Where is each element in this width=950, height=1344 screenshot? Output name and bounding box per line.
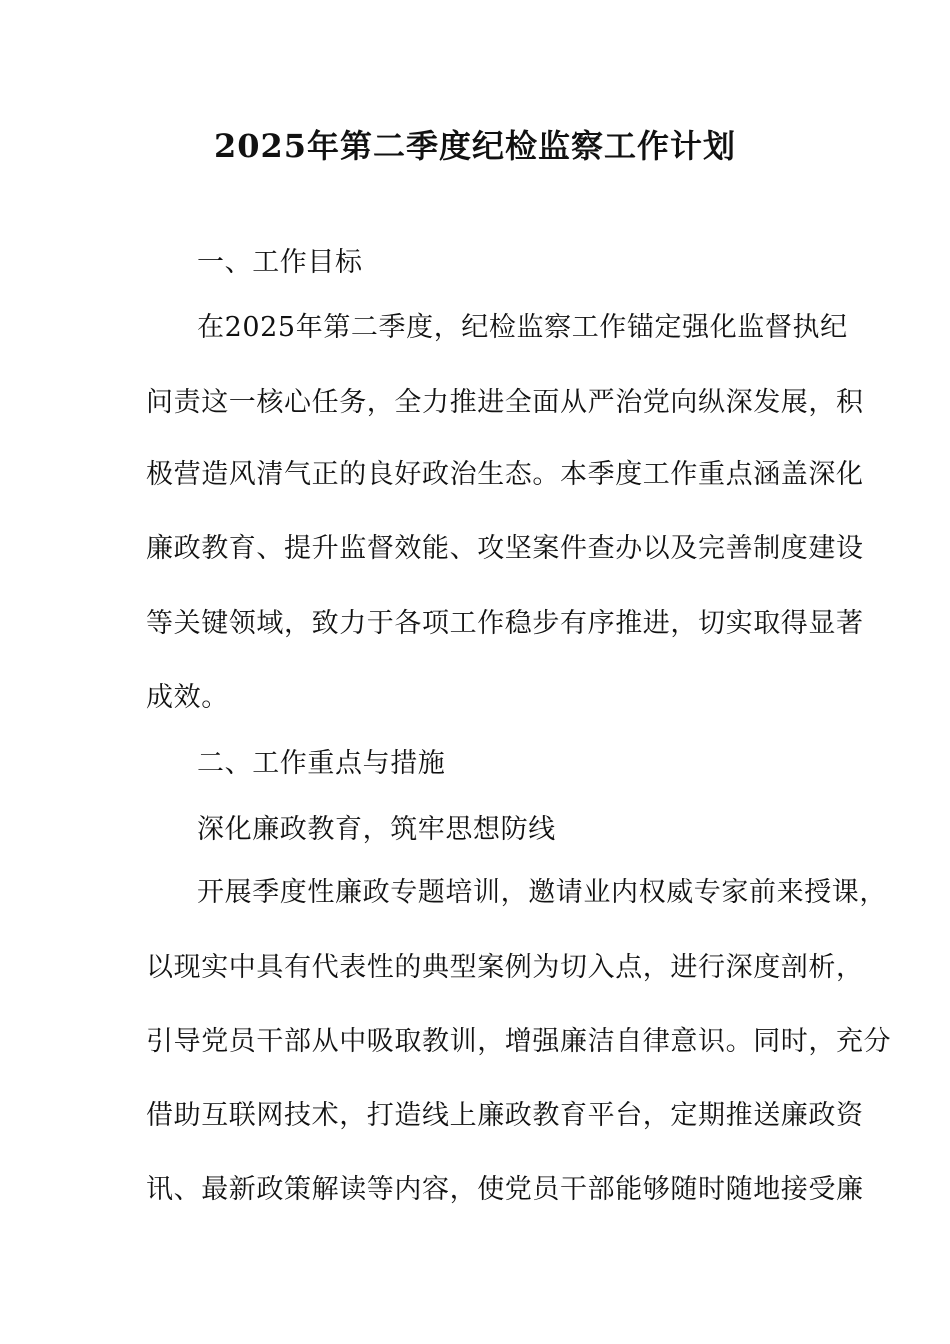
paragraph-line: 开展季度性廉政专题培训，邀请业内权威专家前来授课，: [197, 877, 887, 908]
paragraph-line: 以现实中具有代表性的典型案例为切入点，进行深度剖析，: [146, 952, 864, 983]
document-title: 2025年第二季度纪检监察工作计划: [213, 127, 737, 165]
paragraph-line: 等关键领域，致力于各项工作稳步有序推进，切实取得显著: [146, 608, 864, 639]
paragraph-line: 在2025年第二季度，纪检监察工作锚定强化监督执纪: [197, 312, 848, 343]
paragraph-line: 讯、最新政策解读等内容，使党员干部能够随时随地接受廉: [146, 1174, 864, 1205]
paragraph-line: 引导党员干部从中吸取教训，增强廉洁自律意识。同时，充分: [146, 1026, 892, 1057]
subheading-education: 深化廉政教育，筑牢思想防线: [197, 814, 556, 845]
paragraph-line: 成效。: [146, 682, 229, 713]
section-heading-measures: 二、工作重点与措施: [197, 748, 446, 779]
paragraph-line: 借助互联网技术，打造线上廉政教育平台，定期推送廉政资: [146, 1100, 864, 1131]
section-heading-goals: 一、工作目标: [197, 247, 363, 278]
paragraph-line: 问责这一核心任务，全力推进全面从严治党向纵深发展，积: [146, 387, 864, 418]
paragraph-line: 廉政教育、提升监督效能、攻坚案件查办以及完善制度建设: [146, 533, 864, 564]
paragraph-line: 极营造风清气正的良好政治生态。本季度工作重点涵盖深化: [146, 459, 864, 490]
